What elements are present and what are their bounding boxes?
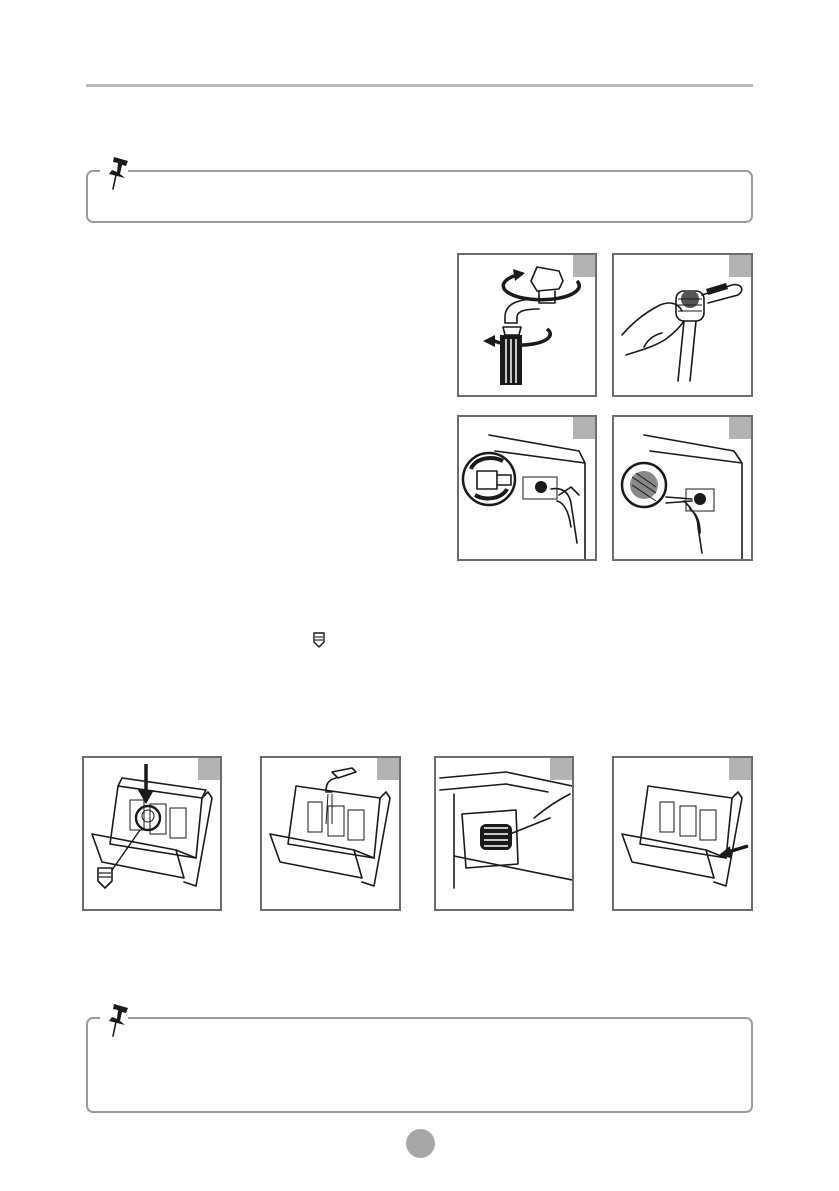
drawer-lever-icon (312, 631, 326, 649)
figure-machine-inlet-unscrew (457, 415, 597, 561)
page-number-badge (406, 1129, 435, 1158)
drawer-lever-icon (96, 866, 114, 890)
header-rule (86, 84, 753, 87)
note-box-bottom (86, 1017, 753, 1113)
note-box-top (86, 170, 753, 223)
pushpin-icon (105, 1000, 135, 1040)
figure-drawer-recess-brush (434, 756, 574, 911)
figure-tap-filter-unscrew (457, 253, 597, 397)
figure-drawer-push-in (612, 756, 753, 911)
figure-hose-filter-brush (612, 253, 753, 397)
pushpin-icon (105, 153, 135, 193)
figure-drawer-press-lever (82, 756, 222, 911)
figure-drawer-rinse-tap (260, 756, 401, 911)
figure-machine-filter-pliers (612, 415, 753, 561)
